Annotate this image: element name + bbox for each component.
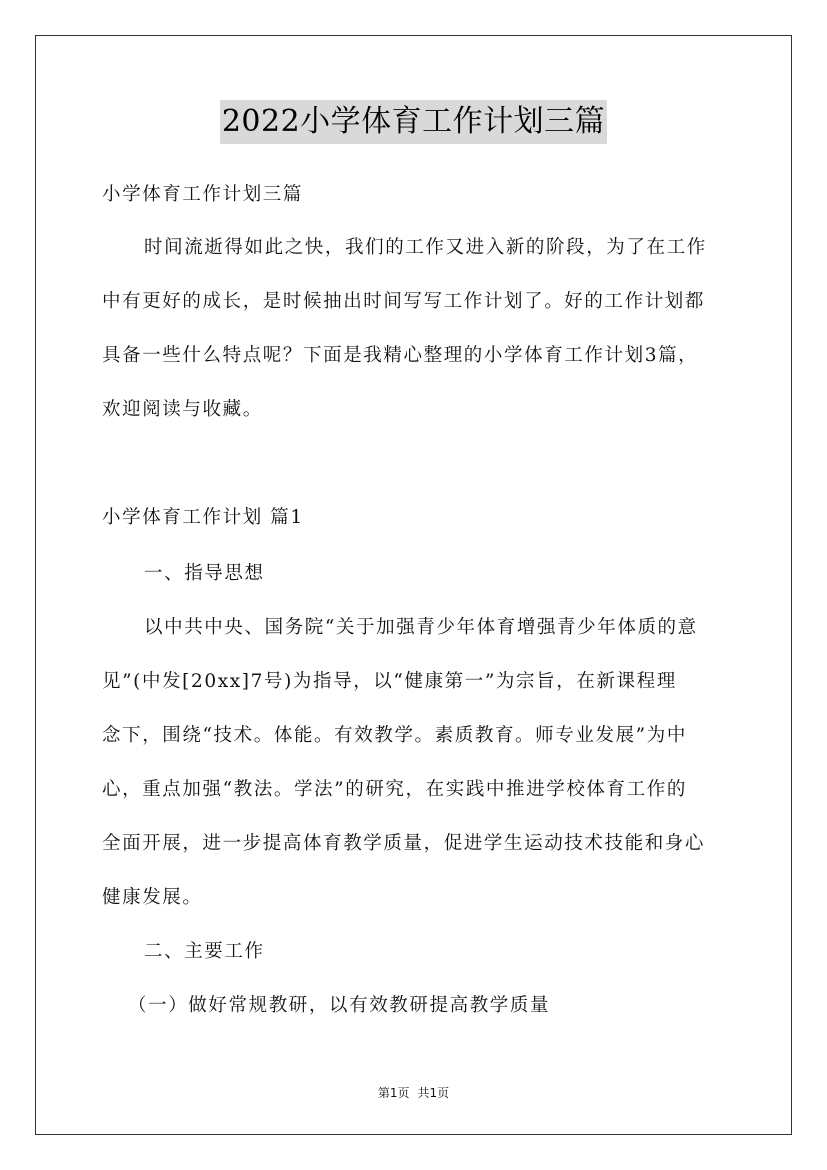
document-title: 2022小学体育工作计划三篇 — [220, 100, 607, 144]
heading-main-work: 二、主要工作 — [144, 941, 265, 962]
total-pages: 共1页 — [417, 1086, 450, 1100]
body-line-4: 心，重点加强“教法。学法”的研究，在实践中推进学校体育工作的 — [102, 779, 687, 800]
body-line-5: 全面开展，进一步提高体育教学质量，促进学生运动技术技能和身心 — [102, 833, 706, 854]
body-line-6: 健康发展。 — [102, 887, 203, 908]
subtitle-line: 小学体育工作计划三篇 — [102, 184, 304, 205]
page-footer — [0, 1085, 827, 1101]
section-heading: 小学体育工作计划 篇1 — [102, 507, 304, 528]
title-container — [0, 100, 827, 144]
page-number: 第1页 — [377, 1086, 410, 1100]
intro-line-4: 欢迎阅读与收藏。 — [102, 399, 263, 420]
body-line-2: 见”(中发[20xx]7号)为指导，以“健康第一”为宗旨，在新课程理 — [102, 671, 677, 692]
body-line-1: 以中共中央、国务院“关于加强青少年体育增强青少年体质的意 — [144, 617, 698, 638]
body-line-3: 念下，围绕“技术。体能。有效教学。素质教育。师专业发展”为中 — [102, 725, 687, 746]
subheading-routine-research: （一）做好常规教研，以有效教研提高教学质量 — [128, 995, 551, 1016]
intro-line-1: 时间流逝得如此之快，我们的工作又进入新的阶段，为了在工作 — [144, 237, 707, 258]
heading-guiding-thought: 一、指导思想 — [144, 563, 265, 584]
intro-line-3: 具备一些什么特点呢？下面是我精心整理的小学体育工作计划3篇， — [102, 345, 699, 366]
intro-line-2: 中有更好的成长，是时候抽出时间写写工作计划了。好的工作计划都 — [102, 291, 706, 312]
